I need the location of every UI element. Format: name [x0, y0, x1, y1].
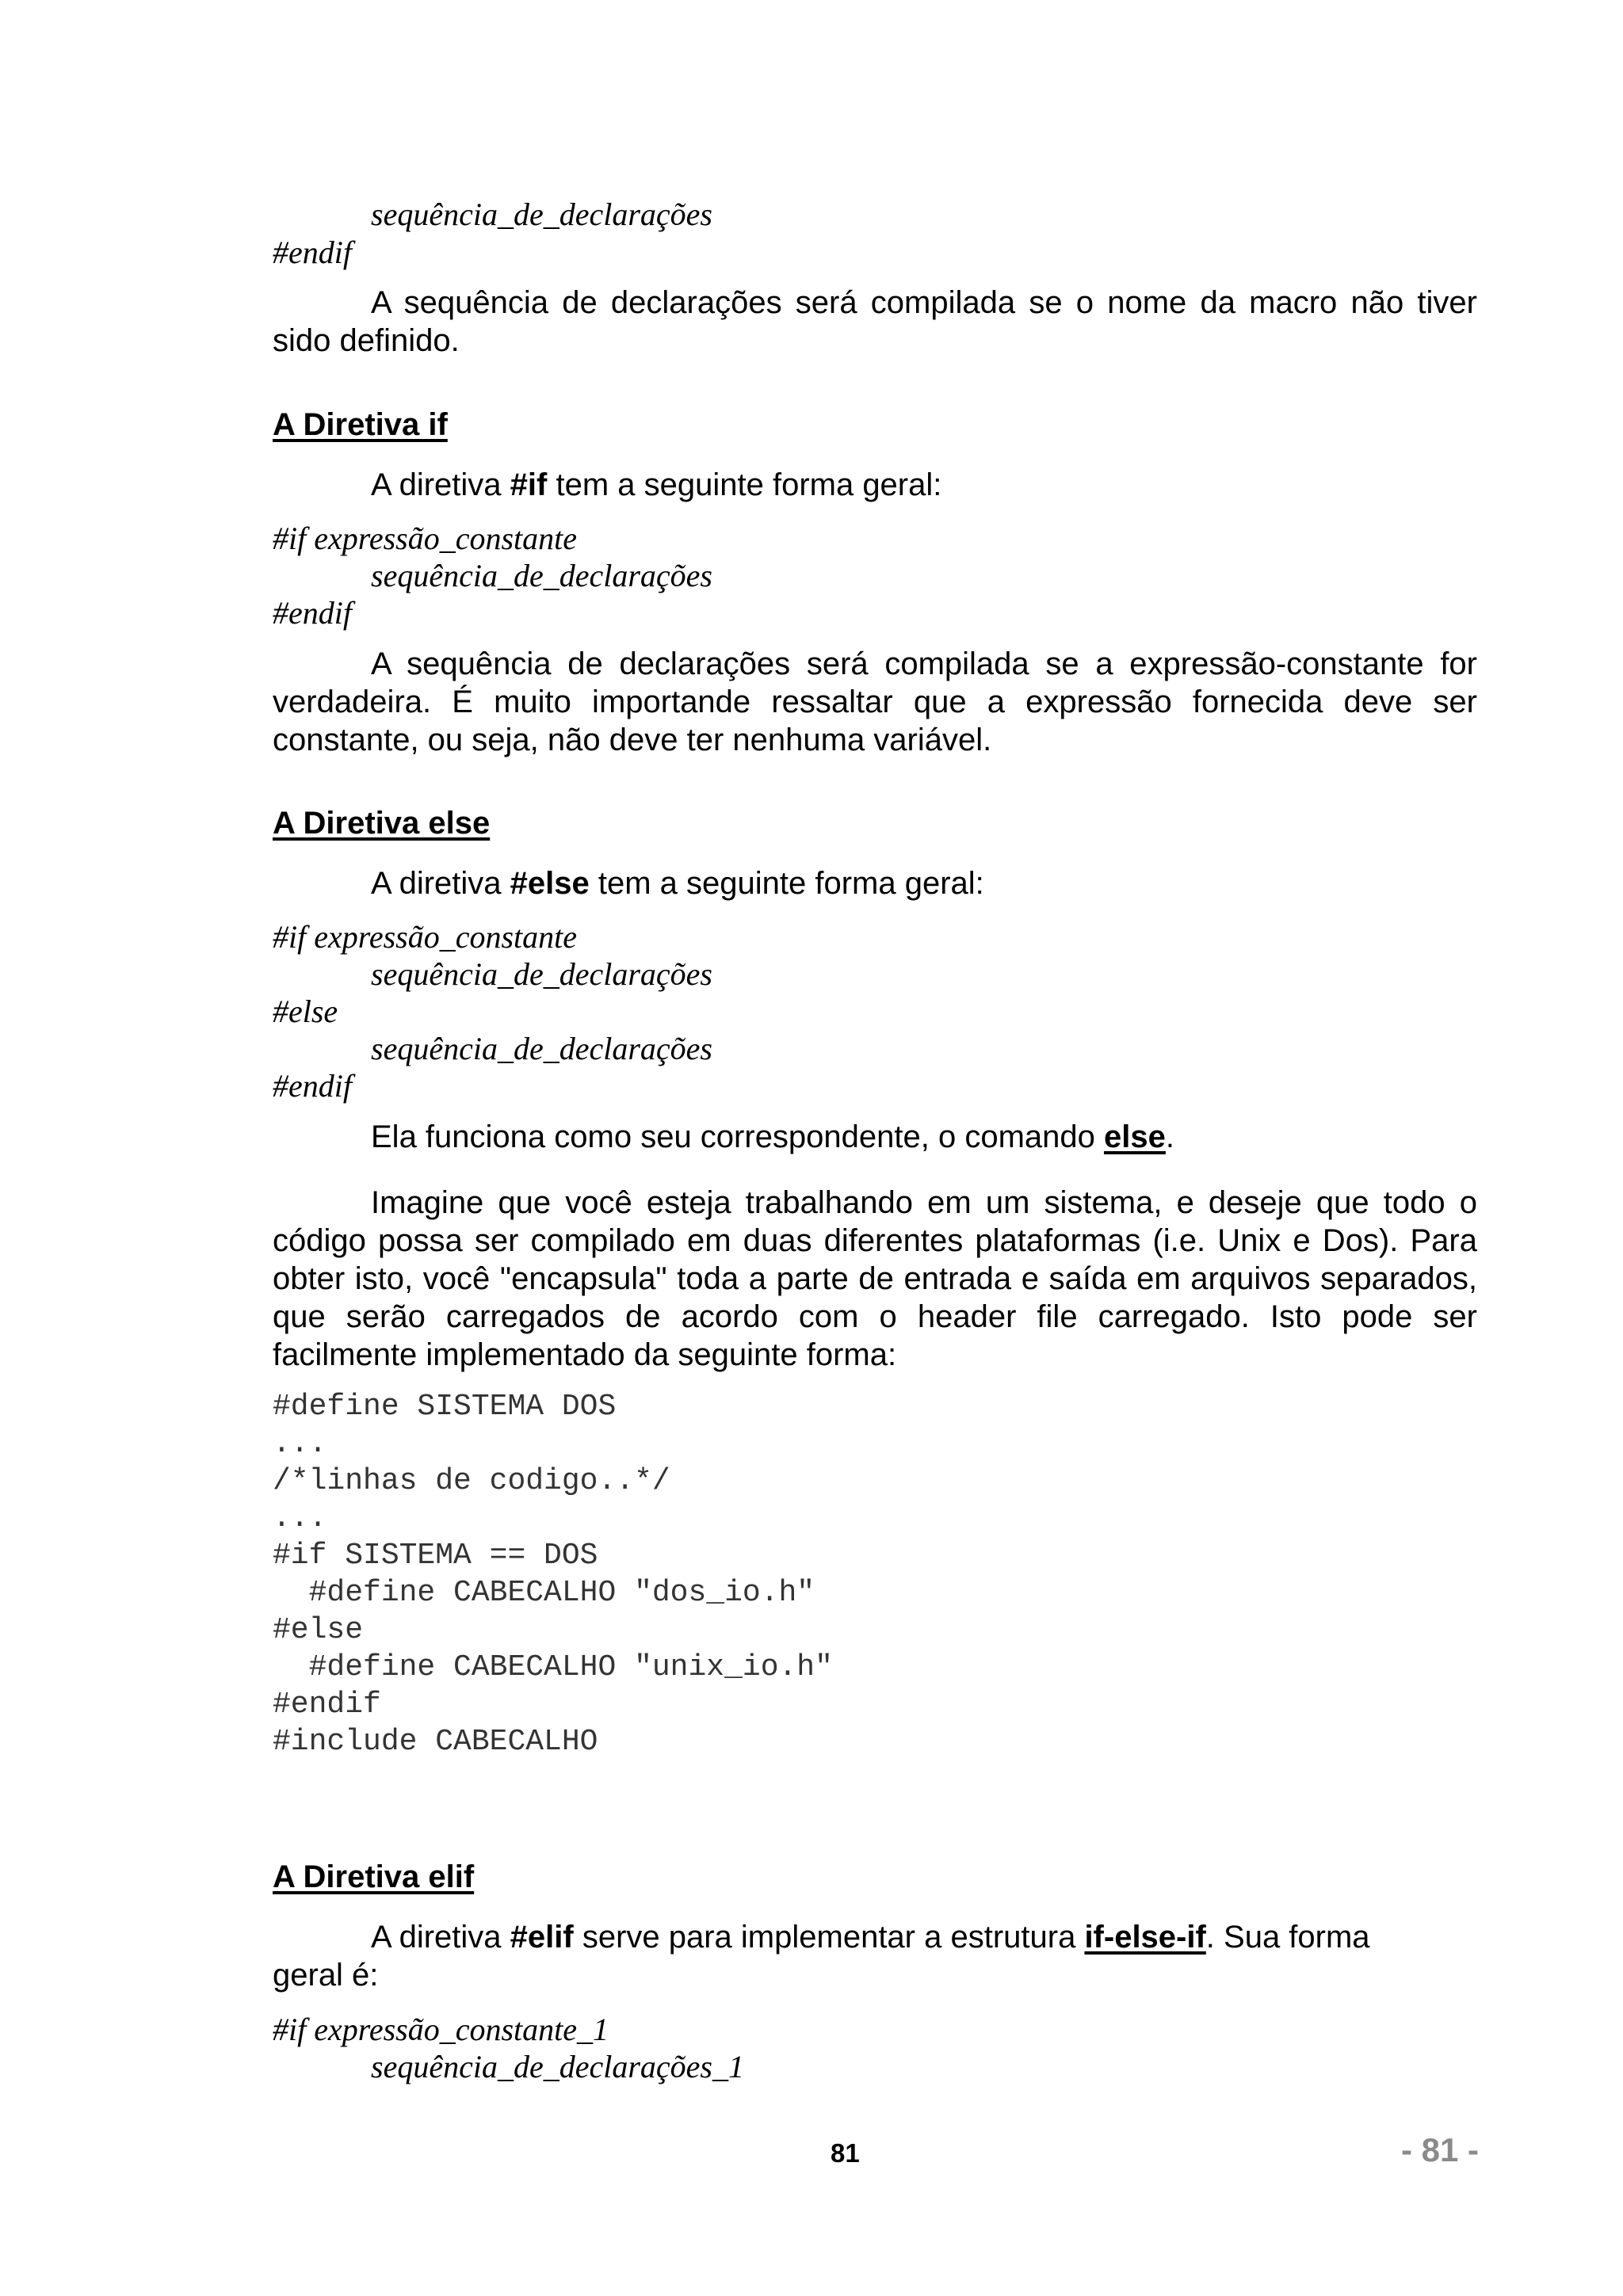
note-text: .: [1165, 1119, 1175, 1154]
code-line: #if expressão_constante: [273, 919, 578, 955]
section-heading-if: A Diretiva if: [273, 407, 448, 442]
intro-text: A diretiva: [371, 1920, 510, 1955]
section-heading-else: A Diretiva else: [273, 806, 491, 841]
code-line: #endif: [273, 595, 352, 631]
document-page: [273, 0, 1480, 2296]
intro-text: A diretiva: [371, 467, 510, 502]
code-example-line: #define CABECALHO "unix_io.h": [273, 1650, 833, 1684]
paragraph-if: A sequência de declarações será compilada se a expressão-constante for verdadeira. É muito importande ressaltar que a expressão fornecida deve ser constante, ou seja, não deve ter nenhuma variável.: [273, 646, 1477, 757]
code-line: sequência_de_declarações: [371, 558, 712, 593]
paragraph-else: Imagine que você esteja trabalhando em um sistema, e deseje que todo o código possa ser compilado em duas diferentes plataformas (i.e. Unix e Dos). Para obter isto, você "encapsula" toda a parte de entrada e saída em arquivos separados, que serão carregados de acordo com o header file carregado. Isto pode ser facilmente implementado da seguinte forma:: [273, 1185, 1477, 1372]
code-example-line: ...: [273, 1427, 327, 1461]
directive-keyword: #else: [510, 866, 590, 901]
intro-text: tem a seguinte forma geral:: [589, 866, 984, 901]
intro-else: [371, 864, 1477, 902]
intro-if: [371, 466, 1477, 504]
code-example-line: ...: [273, 1501, 327, 1535]
code-line: sequência_de_declarações: [371, 196, 712, 232]
paragraph-ifndef: A sequência de declarações será compilada se o nome da macro não tiver sido definido.: [273, 285, 1477, 358]
keyword-else: else: [1104, 1119, 1166, 1154]
code-example-line: #include CABECALHO: [273, 1725, 598, 1759]
intro-text: A diretiva: [371, 866, 510, 901]
code-line: sequência_de_declarações_1: [371, 2049, 744, 2084]
note-text: Ela funciona como seu correspondente, o comando: [371, 1119, 1105, 1154]
code-example-line: #define SISTEMA DOS: [273, 1390, 617, 1424]
directive-keyword: #if: [510, 467, 548, 502]
code-example-line: #else: [273, 1613, 364, 1647]
footer-page-label: - 81 -: [1401, 2131, 1480, 2168]
code-example-line: /*linhas de codigo..*/: [273, 1464, 670, 1498]
code-line: sequência_de_declarações: [371, 1031, 712, 1066]
keyword-if-else-if: if-else-if: [1084, 1920, 1206, 1955]
section-heading-elif: A Diretiva elif: [273, 1859, 475, 1894]
code-line: #endif: [273, 1068, 352, 1104]
footer-center-number: 81: [831, 2138, 860, 2168]
code-line: sequência_de_declarações: [371, 956, 712, 992]
code-line: #else: [273, 994, 338, 1029]
code-example-line: #define CABECALHO "dos_io.h": [273, 1576, 815, 1610]
code-line: #endif: [273, 235, 352, 270]
code-line: #if expressão_constante: [273, 521, 578, 556]
code-example-line: #if SISTEMA == DOS: [273, 1539, 598, 1573]
directive-keyword: #elif: [510, 1920, 574, 1955]
intro-text: tem a seguinte forma geral:: [547, 467, 942, 502]
intro-text: serve para implementar a estrutura: [573, 1920, 1085, 1955]
code-line: #if expressão_constante_1: [273, 2012, 609, 2047]
intro-text: . Sua forma: [1205, 1920, 1370, 1955]
note-else: [371, 1118, 1477, 1156]
code-example-line: #endif: [273, 1688, 381, 1722]
intro-elif-continuation: geral é:: [273, 1958, 379, 1993]
intro-elif: [371, 1918, 1477, 1956]
